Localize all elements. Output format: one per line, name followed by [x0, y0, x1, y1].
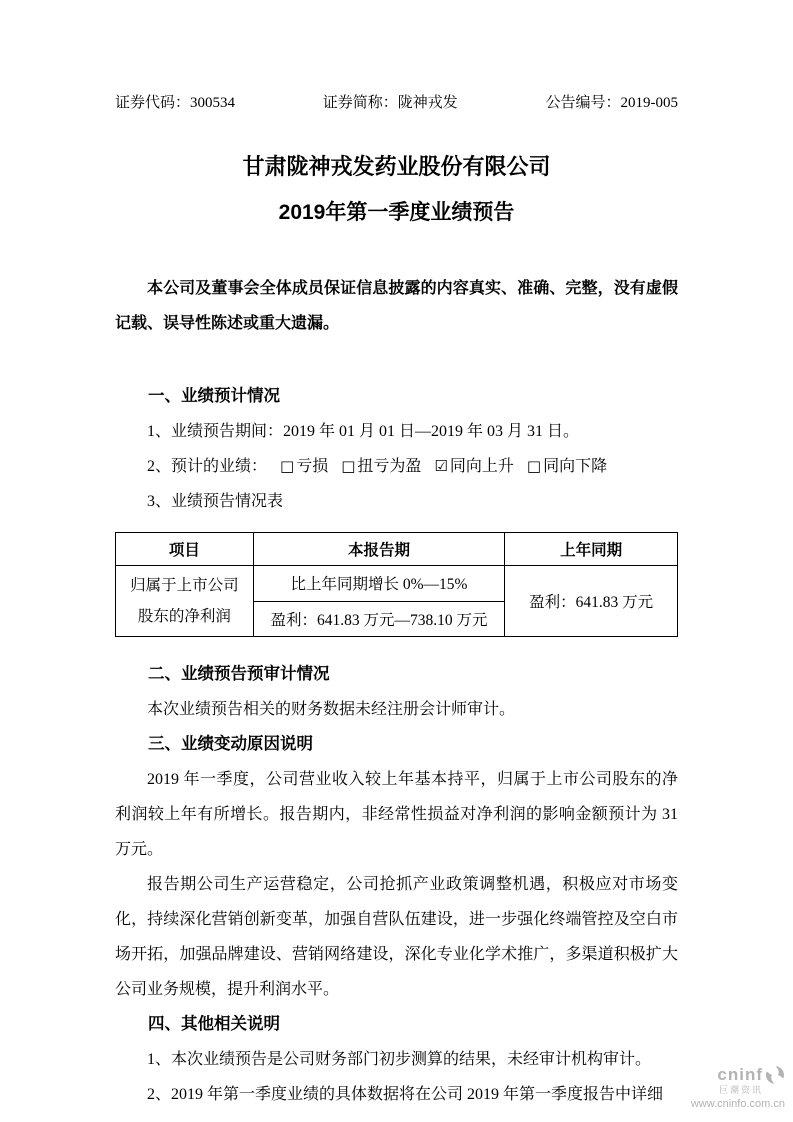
- stock-code: 证券代码：300534: [115, 95, 236, 111]
- cninfo-watermark: [691, 1065, 785, 1110]
- table-caption: 3、业绩预告情况表: [147, 493, 284, 510]
- checkbox-unchecked-icon: □: [526, 457, 542, 475]
- section3-paragraph2: 报告期公司生产运营稳定，公司抢抓产业政策调整机遇，积极应对市场变化，持续深化营销创新变革，加强自营队伍建设，进一步强化终端管控及空白市场开拓，加强品牌建设、营销网络建设，深化专业化学术推广，多渠道积极扩大公司业务规模，提升利润水平。: [115, 876, 678, 998]
- section2-body: 本次业绩预告相关的财务数据未经注册会计师审计。: [147, 701, 516, 718]
- column-header-current-period: 本报告期: [253, 533, 505, 566]
- table-header-row: [116, 533, 678, 566]
- checkbox-checked-icon: ☑: [434, 457, 448, 475]
- option-turnaround-label: 扭亏为盈: [357, 458, 422, 475]
- option-turnaround: [341, 458, 421, 475]
- disclaimer-text: 本公司及董事会全体成员保证信息披露的内容真实、准确、完整，没有虚假记载、误导性陈述或重大遗漏。: [115, 280, 678, 332]
- section4-heading: 四、其他相关说明: [148, 1015, 280, 1033]
- document-header: [115, 94, 678, 112]
- checkbox-unchecked-icon: □: [341, 457, 356, 475]
- option-decrease-label: 同向下降: [543, 458, 608, 475]
- cninfo-brand-row: [691, 1065, 785, 1085]
- report-title: 2019年第一季度业绩预告: [278, 201, 515, 224]
- cell-net-profit-item: [116, 566, 254, 637]
- announcement-number: 公告编号：2019-005: [545, 95, 678, 111]
- cell-profit-range: 盈利：641.83 万元—738.10 万元: [253, 601, 505, 637]
- section1-heading: 一、业绩预计情况: [148, 387, 280, 405]
- net-profit-line1: 归属于上市公司: [130, 577, 239, 594]
- cninfo-brand-text: cninf: [717, 1064, 763, 1084]
- option-increase-label: 同向上升: [449, 458, 514, 475]
- forecast-type-prefix: 2、预计的业绩：: [147, 458, 268, 475]
- section4-item2: 2、2019 年第一季度业绩的具体数据将在公司 2019 年第一季度报告中详细: [147, 1086, 664, 1103]
- forecast-type-line: [115, 449, 678, 484]
- cell-prior-profit: 盈利：641.83 万元: [505, 566, 678, 637]
- cell-growth-range: 比上年同期增长 0%—15%: [253, 566, 505, 602]
- option-loss-label: 亏损: [296, 458, 329, 475]
- forecast-table: [115, 532, 678, 637]
- option-loss: [280, 458, 328, 475]
- cninfo-brand-chinese: 巨潮资讯: [718, 1085, 763, 1096]
- column-header-prior-period: 上年同期: [505, 533, 678, 566]
- stock-name: 证券简称：陇神戎发: [322, 95, 458, 111]
- cninfo-url: www.cninfo.com.cn: [690, 1097, 785, 1110]
- section4-item1: 1、本次业绩预告是公司财务部门初步测算的结果，未经审计机构审计。: [147, 1051, 652, 1068]
- option-decrease: [527, 458, 607, 475]
- option-increase: [434, 458, 513, 475]
- net-profit-line2: 股东的净利润: [137, 608, 231, 625]
- section2-heading: 二、业绩预告预审计情况: [148, 665, 330, 683]
- cninfo-swirl-icon: [765, 1065, 785, 1085]
- table-row: [116, 566, 678, 602]
- section3-heading: 三、业绩变动原因说明: [148, 735, 313, 753]
- company-title: 甘肃陇神戎发药业股份有限公司: [242, 154, 551, 179]
- section3-paragraph1: 2019 年一季度，公司营业收入较上年基本持平，归属于上市公司股东的净利润较上年有所增长。报告期内，非经常性损益对净利润的影响金额预计为 31 万元。: [115, 771, 678, 858]
- checkbox-unchecked-icon: □: [280, 457, 295, 475]
- column-header-item: 项目: [116, 533, 254, 566]
- forecast-period-line: 1、业绩预告期间：2019 年 01 月 01 日—2019 年 03 月 31 日。: [147, 423, 580, 440]
